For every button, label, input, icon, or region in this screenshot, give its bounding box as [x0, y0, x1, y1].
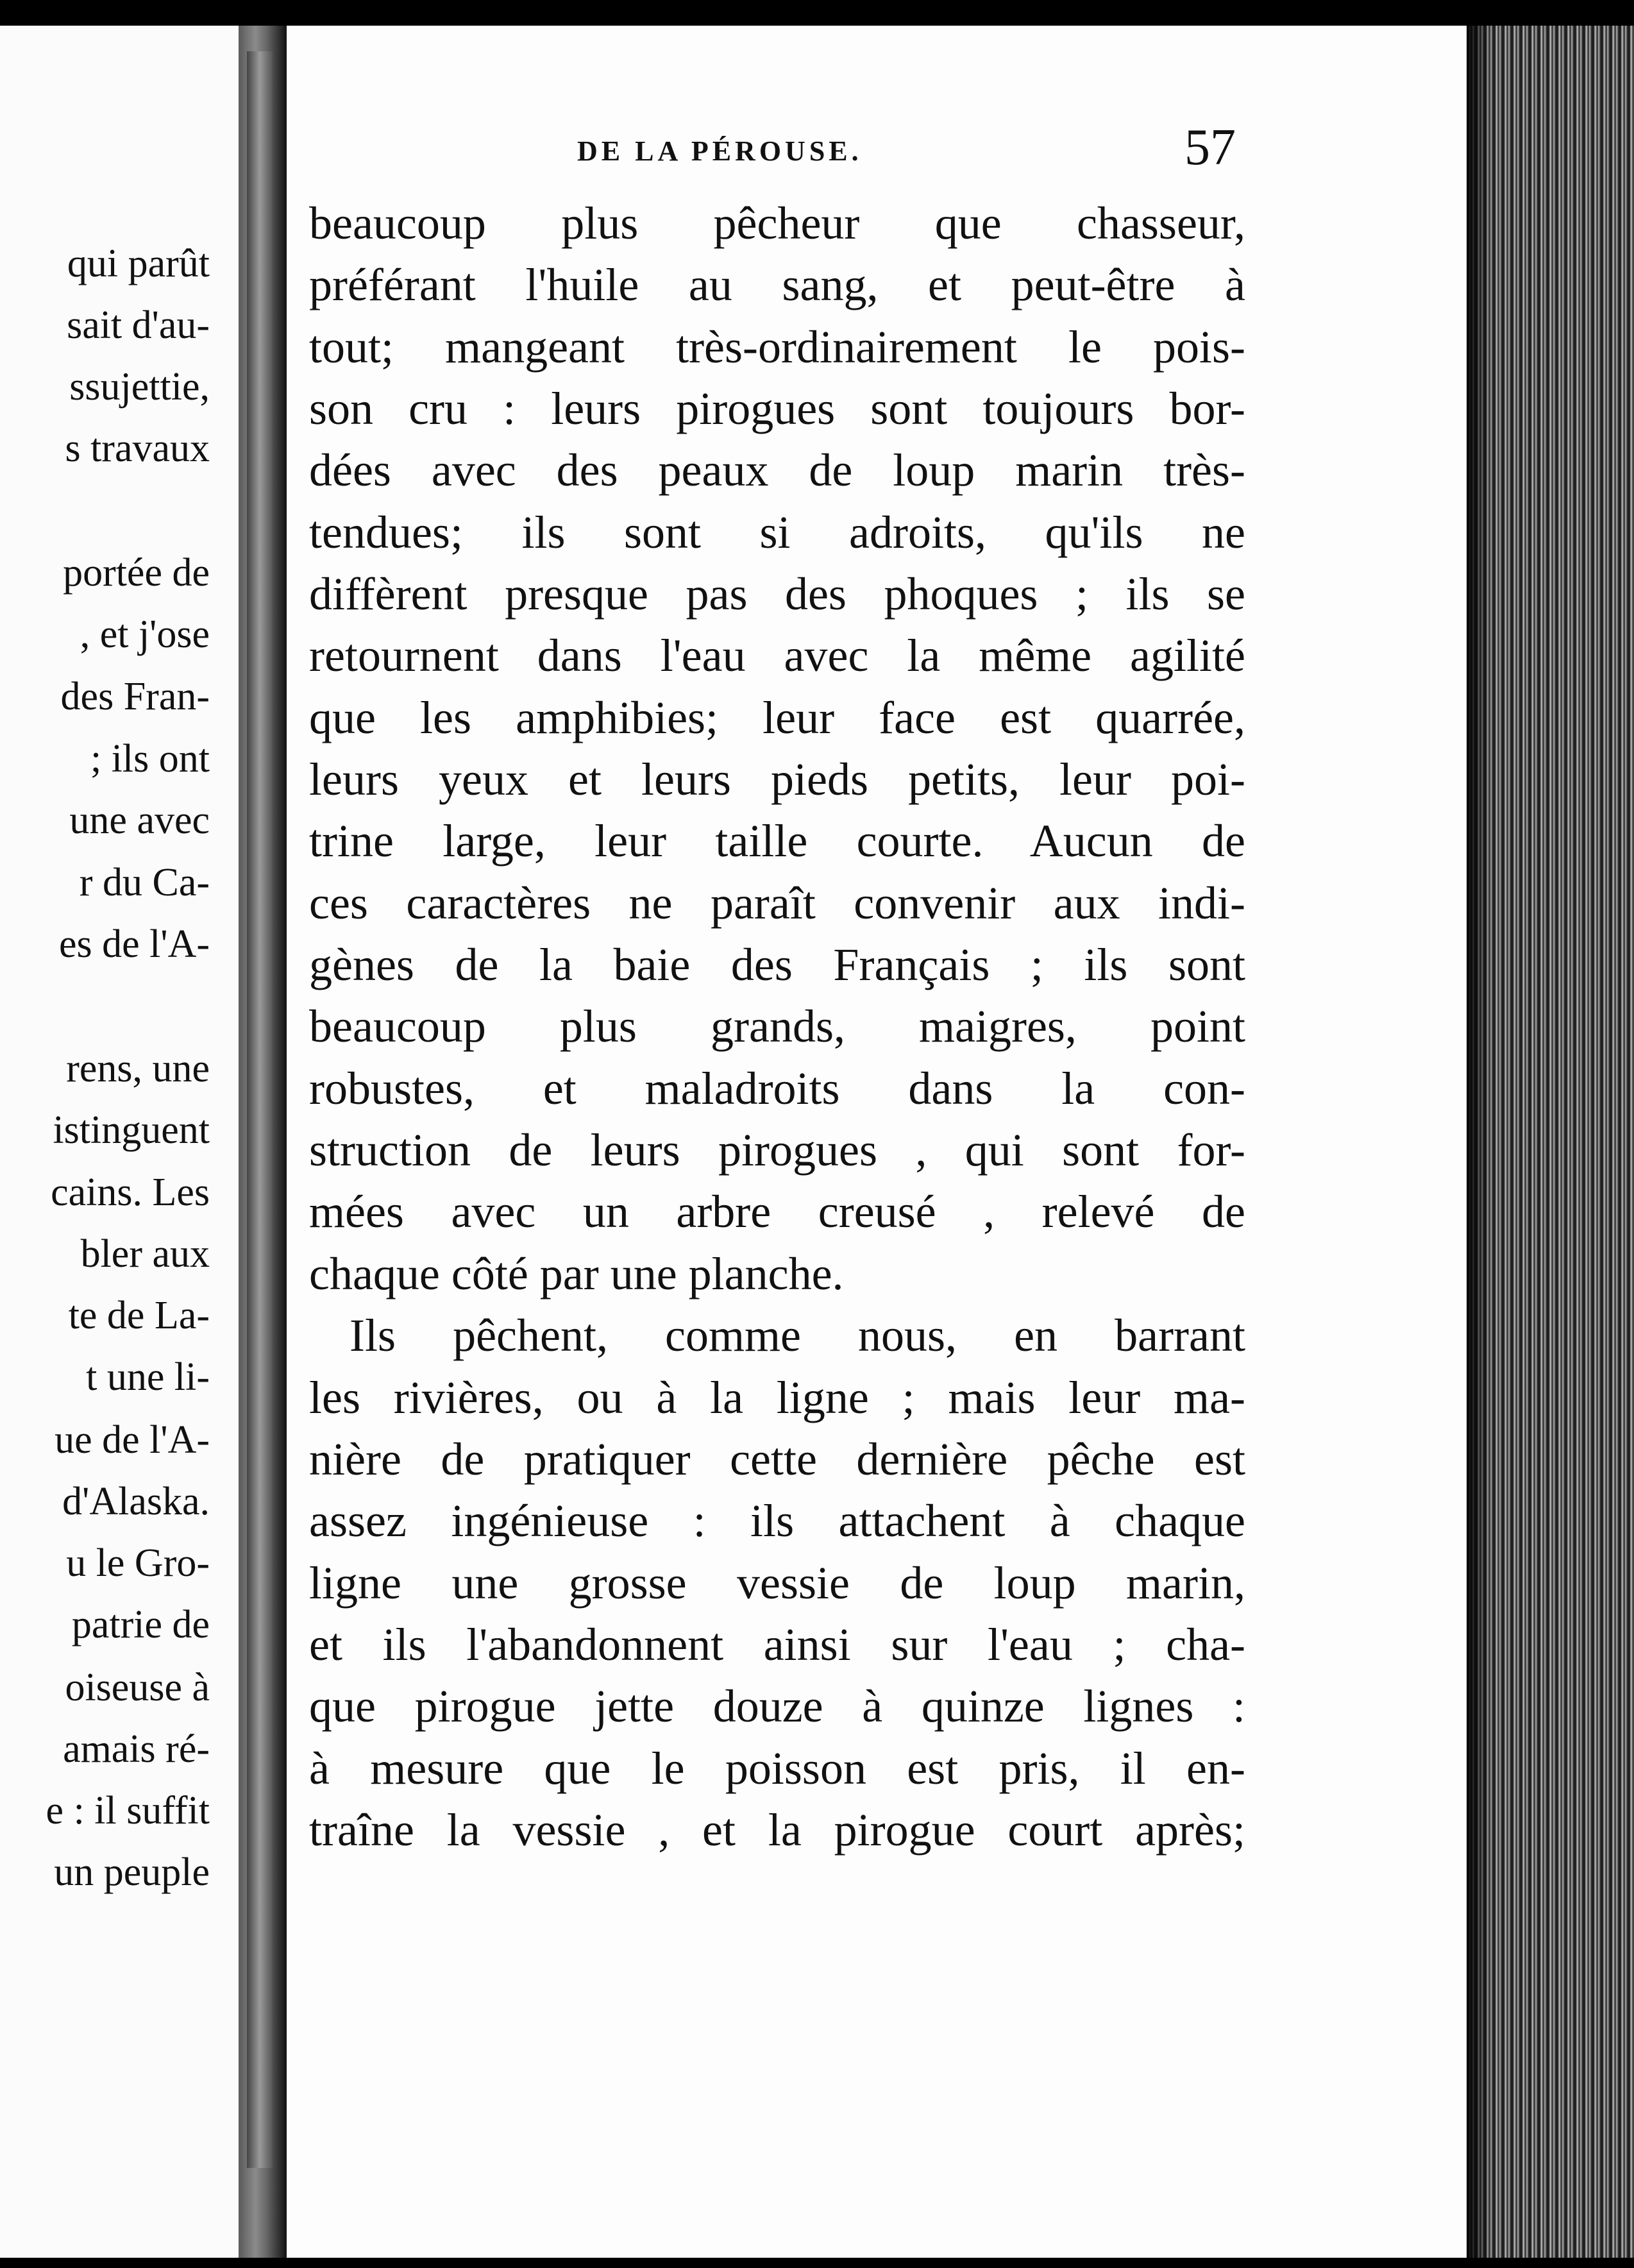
body-line: assez ingénieuse : ils attachent à chaque — [309, 1495, 1245, 1546]
left-line: bler aux — [80, 1232, 210, 1276]
left-line: amais ré- — [63, 1727, 210, 1771]
body-line: traîne la vessie , et la pirogue court après; — [309, 1804, 1245, 1856]
body-line: son cru : leurs pirogues sont toujours bor- — [309, 383, 1245, 434]
body-line: tout; mangeant très-ordinairement le pois- — [309, 321, 1245, 373]
body-line: préférant l'huile au sang, et peut-être à — [309, 259, 1245, 310]
body-line: et ils l'abandonnent ainsi sur l'eau ; cha- — [309, 1619, 1245, 1670]
body-line: beaucoup plus grands, maigres, point — [309, 1001, 1245, 1052]
left-line: des Fran- — [60, 675, 210, 718]
left-line: ; ils ont — [90, 737, 210, 781]
left-line: un peuple — [54, 1850, 210, 1894]
body-line: que les amphibies; leur face est quarrée, — [309, 692, 1245, 743]
left-line: , et j'ose — [80, 613, 210, 656]
body-line: ces caractères ne paraît convenir aux indi- — [309, 877, 1245, 929]
body-line: ligne une grosse vessie de loup marin, — [309, 1557, 1245, 1609]
left-line: sait d'au- — [67, 303, 210, 347]
left-page — [0, 26, 239, 2258]
left-line: te de La- — [68, 1294, 210, 1337]
left-line: ue de l'A- — [55, 1418, 210, 1462]
left-line: patrie de — [71, 1603, 210, 1646]
left-line: es de l'A- — [59, 922, 210, 966]
body-line: struction de leurs pirogues , qui sont for- — [309, 1124, 1245, 1176]
body-line: les rivières, ou à la ligne ; mais leur ma- — [309, 1372, 1245, 1423]
left-line: d'Alaska. — [62, 1480, 210, 1523]
body-line: nière de pratiquer cette dernière pêche est — [309, 1434, 1245, 1485]
body-line: trine large, leur taille courte. Aucun de — [309, 815, 1245, 867]
left-line: istinguent — [53, 1108, 210, 1152]
left-line: cains. Les — [51, 1171, 210, 1214]
body-line: Ils pêchent, comme nous, en barrant — [350, 1310, 1245, 1361]
page-number: 57 — [1184, 119, 1236, 176]
body-line: tendues; ils sont si adroits, qu'ils ne — [309, 507, 1245, 558]
left-line: e : il suffit — [46, 1789, 210, 1832]
left-line: t une li- — [86, 1355, 210, 1399]
left-line: ssujettie, — [69, 365, 210, 409]
left-line: une avec — [69, 799, 210, 842]
body-line: leurs yeux et leurs pieds petits, leur poi- — [309, 754, 1245, 805]
body-line: à mesure que le poisson est pris, il en- — [309, 1743, 1245, 1794]
running-header: DE LA PÉROUSE. — [577, 135, 863, 167]
body-line: mées avec un arbre creusé , relevé de — [309, 1186, 1245, 1237]
body-line: dées avec des peaux de loup marin très- — [309, 444, 1245, 496]
page-edge-shadow — [1467, 26, 1492, 2258]
body-line: retournent dans l'eau avec la même agilité — [309, 630, 1245, 681]
left-line: s travaux — [65, 427, 210, 470]
gutter-shadow — [247, 51, 273, 2168]
body-line: gènes de la baie des Français ; ils sont — [309, 939, 1245, 990]
body-line: chaque côté par une planche. — [309, 1248, 844, 1299]
left-line: u le Gro- — [66, 1541, 210, 1585]
left-line: r du Ca- — [79, 861, 210, 904]
body-line: diffèrent presque pas des phoques ; ils se — [309, 568, 1245, 620]
left-line: oiseuse à — [65, 1666, 210, 1709]
body-line: robustes, et maladroits dans la con- — [309, 1063, 1245, 1114]
left-line: qui parût — [67, 242, 210, 285]
left-line: rens, une — [66, 1047, 210, 1090]
body-line: beaucoup plus pêcheur que chasseur, — [309, 198, 1245, 249]
left-line: portée de — [63, 551, 210, 595]
body-line: que pirogue jette douze à quinze lignes : — [309, 1680, 1245, 1732]
